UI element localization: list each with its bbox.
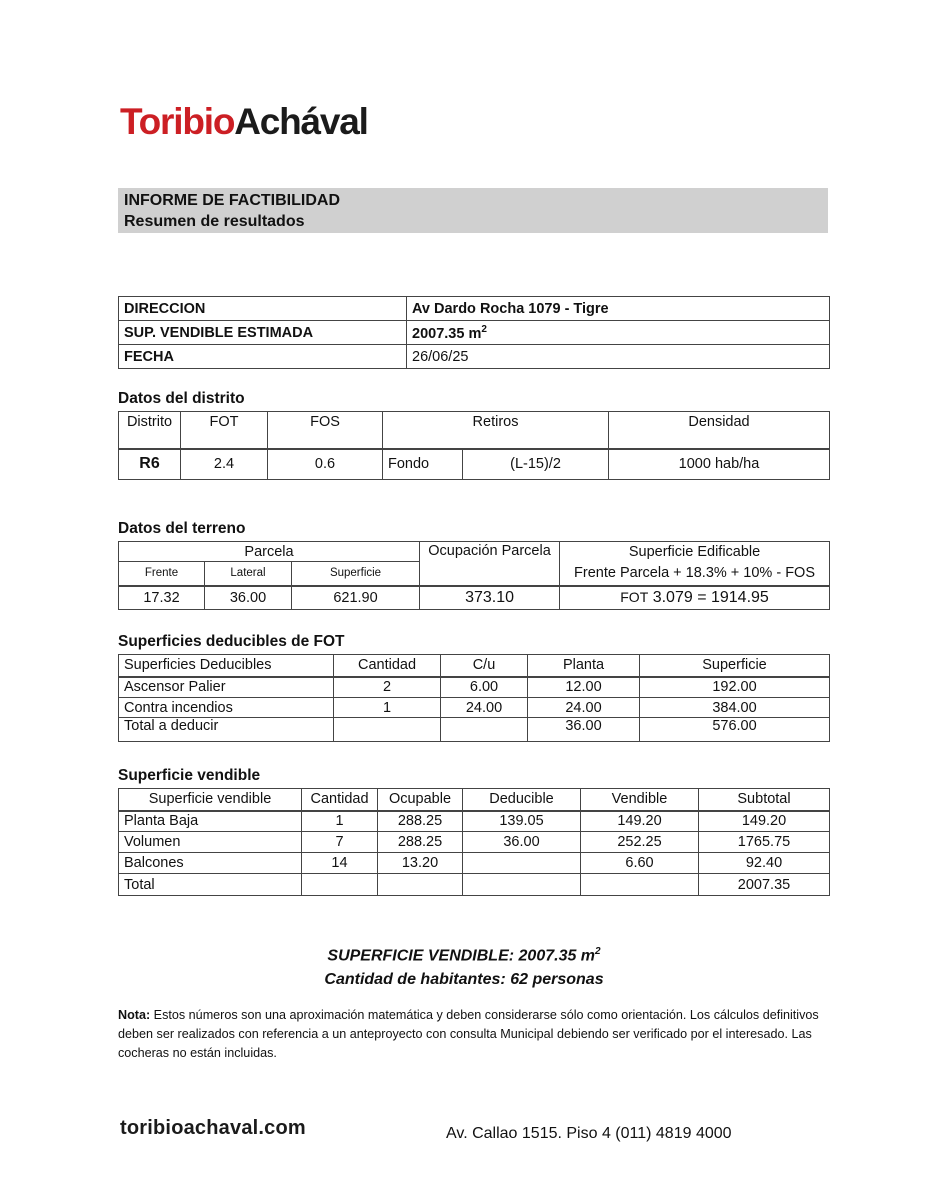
distrito-header-fos: FOS — [268, 412, 383, 449]
vendible-cell: 14 — [302, 853, 378, 874]
logo-part-1: Toribio — [120, 101, 235, 142]
vendible-header-subtotal: Subtotal — [699, 789, 830, 811]
deducibles-header-superficie: Superficie — [640, 655, 830, 677]
superficie-value: 621.90 — [292, 586, 420, 610]
vendible-cell — [463, 853, 581, 874]
terreno-section-title: Datos del terreno — [118, 520, 246, 537]
deducibles-cell: 24.00 — [441, 698, 528, 718]
footer-address: Av. Callao 1515. Piso 4 (011) 4819 4000 — [446, 1125, 732, 1142]
report-title: INFORME DE FACTIBILIDAD — [124, 192, 340, 209]
report-subtitle: Resumen de resultados — [124, 213, 305, 230]
frente-header: Frente — [119, 562, 205, 586]
deducibles-cell: 384.00 — [640, 698, 830, 718]
parcela-header: Parcela — [119, 542, 420, 562]
report-banner — [118, 188, 828, 233]
terreno-table — [118, 541, 830, 610]
vendible-row — [119, 874, 830, 896]
deducibles-cell: 6.00 — [441, 677, 528, 698]
deducibles-header-cu: C/u — [441, 655, 528, 677]
deducibles-cell: 576.00 — [640, 718, 830, 742]
lateral-value: 36.00 — [205, 586, 292, 610]
retiro-tipo: Fondo — [383, 449, 463, 480]
vendible-row — [119, 811, 830, 832]
vendible-cell: 149.20 — [581, 811, 699, 832]
deducibles-cell: Total a deducir — [119, 718, 334, 742]
vendible-section-title: Superficie vendible — [118, 767, 261, 784]
fot-prefix: FOT — [620, 588, 649, 605]
distrito-section-title: Datos del distrito — [118, 390, 245, 407]
brand-logo — [120, 100, 368, 144]
vendible-cell — [302, 874, 378, 896]
deducibles-row — [119, 718, 830, 742]
sup-value: 2007.35 m — [412, 325, 482, 342]
vendible-row — [119, 832, 830, 853]
deducibles-cell: Ascensor Palier — [119, 677, 334, 698]
superficie-result-exponent: 2 — [595, 946, 601, 957]
fecha-value: 26/06/25 — [407, 345, 830, 369]
disclaimer-note — [118, 1006, 828, 1063]
superficie-formula: Frente Parcela + 18.3% + 10% - FOS — [560, 562, 830, 586]
ocupacion-value: 373.10 — [420, 586, 560, 610]
superficie-header: Superficie — [292, 562, 420, 586]
vendible-header-vendible: Vendible — [581, 789, 699, 811]
vendible-cell: 1765.75 — [699, 832, 830, 853]
vendible-cell — [463, 874, 581, 896]
vendible-cell: 13.20 — [378, 853, 463, 874]
vendible-cell: 288.25 — [378, 832, 463, 853]
distrito-header-densidad: Densidad — [609, 412, 830, 449]
deducibles-cell: 192.00 — [640, 677, 830, 698]
deducibles-cell — [334, 718, 441, 742]
fot-result: 3.079 = 1914.95 — [652, 588, 769, 606]
vendible-cell: 149.20 — [699, 811, 830, 832]
superficie-edificable-header: Superficie Edificable — [560, 542, 830, 562]
ocupacion-header: Ocupación Parcela — [420, 542, 560, 586]
deducibles-cell: 36.00 — [528, 718, 640, 742]
fecha-label: FECHA — [119, 345, 407, 369]
note-text: Estos números son una aproximación matemática y deben considerarse sólo como orientación. Los cálculos definitivos deben ser realizados con referencia a un anteproyecto con consulta Municipal debiendo ser verificado por el interesado. Las cocheras no están incluidas. — [118, 1008, 819, 1060]
distrito-header-fot: FOT — [181, 412, 268, 449]
vendible-cell: 139.05 — [463, 811, 581, 832]
superficie-result-line — [0, 940, 928, 968]
lateral-header: Lateral — [205, 562, 292, 586]
vendible-cell: 92.40 — [699, 853, 830, 874]
distrito-header-retiros: Retiros — [383, 412, 609, 449]
densidad-value: 1000 hab/ha — [609, 449, 830, 480]
deducibles-cell: Contra incendios — [119, 698, 334, 718]
vendible-cell: 288.25 — [378, 811, 463, 832]
deducibles-row — [119, 677, 830, 698]
vendible-cell: Planta Baja — [119, 811, 302, 832]
vendible-cell: 1 — [302, 811, 378, 832]
sup-exponent: 2 — [481, 323, 487, 335]
deducibles-header-planta: Planta — [528, 655, 640, 677]
sup-label: SUP. VENDIBLE ESTIMADA — [119, 321, 407, 345]
deducibles-cell — [441, 718, 528, 742]
vendible-cell: 36.00 — [463, 832, 581, 853]
direccion-label: DIRECCION — [119, 297, 407, 321]
results-block — [0, 940, 928, 992]
deducibles-header-name: Superficies Deducibles — [119, 655, 334, 677]
deducibles-cell: 1 — [334, 698, 441, 718]
vendible-header-name: Superficie vendible — [119, 789, 302, 811]
deducibles-section-title: Superficies deducibles de FOT — [118, 633, 345, 650]
vendible-row — [119, 853, 830, 874]
habitantes-result: Cantidad de habitantes: 62 personas — [324, 971, 604, 989]
superficie-result: SUPERFICIE VENDIBLE: 2007.35 m — [327, 947, 596, 965]
vendible-cell — [378, 874, 463, 896]
fos-value: 0.6 — [268, 449, 383, 480]
vendible-header-ocupable: Ocupable — [378, 789, 463, 811]
fot-value: 2.4 — [181, 449, 268, 480]
sup-value-cell — [407, 321, 830, 345]
vendible-header-deducible: Deducible — [463, 789, 581, 811]
vendible-cell — [581, 874, 699, 896]
vendible-cell: Volumen — [119, 832, 302, 853]
vendible-cell: Balcones — [119, 853, 302, 874]
distrito-value: R6 — [119, 449, 181, 480]
note-label: Nota: — [118, 1008, 151, 1022]
deducibles-row — [119, 698, 830, 718]
footer-website: toribioachaval.com — [120, 1117, 306, 1139]
vendible-cell: 2007.35 — [699, 874, 830, 896]
vendible-cell: Total — [119, 874, 302, 896]
vendible-cell: 6.60 — [581, 853, 699, 874]
vendible-cell: 7 — [302, 832, 378, 853]
vendible-cell: 252.25 — [581, 832, 699, 853]
property-info-table — [118, 296, 830, 369]
deducibles-cell: 12.00 — [528, 677, 640, 698]
retiro-valor: (L-15)/2 — [463, 449, 609, 480]
direccion-value: Av Dardo Rocha 1079 - Tigre — [407, 297, 830, 321]
deducibles-cell: 2 — [334, 677, 441, 698]
distrito-table — [118, 411, 830, 480]
fot-result-cell — [560, 586, 830, 610]
frente-value: 17.32 — [119, 586, 205, 610]
vendible-table — [118, 788, 830, 896]
deducibles-cell: 24.00 — [528, 698, 640, 718]
distrito-header-distrito: Distrito — [119, 412, 181, 449]
deducibles-table — [118, 654, 830, 742]
logo-part-2: Achával — [234, 101, 368, 142]
deducibles-header-cantidad: Cantidad — [334, 655, 441, 677]
vendible-header-cantidad: Cantidad — [302, 789, 378, 811]
